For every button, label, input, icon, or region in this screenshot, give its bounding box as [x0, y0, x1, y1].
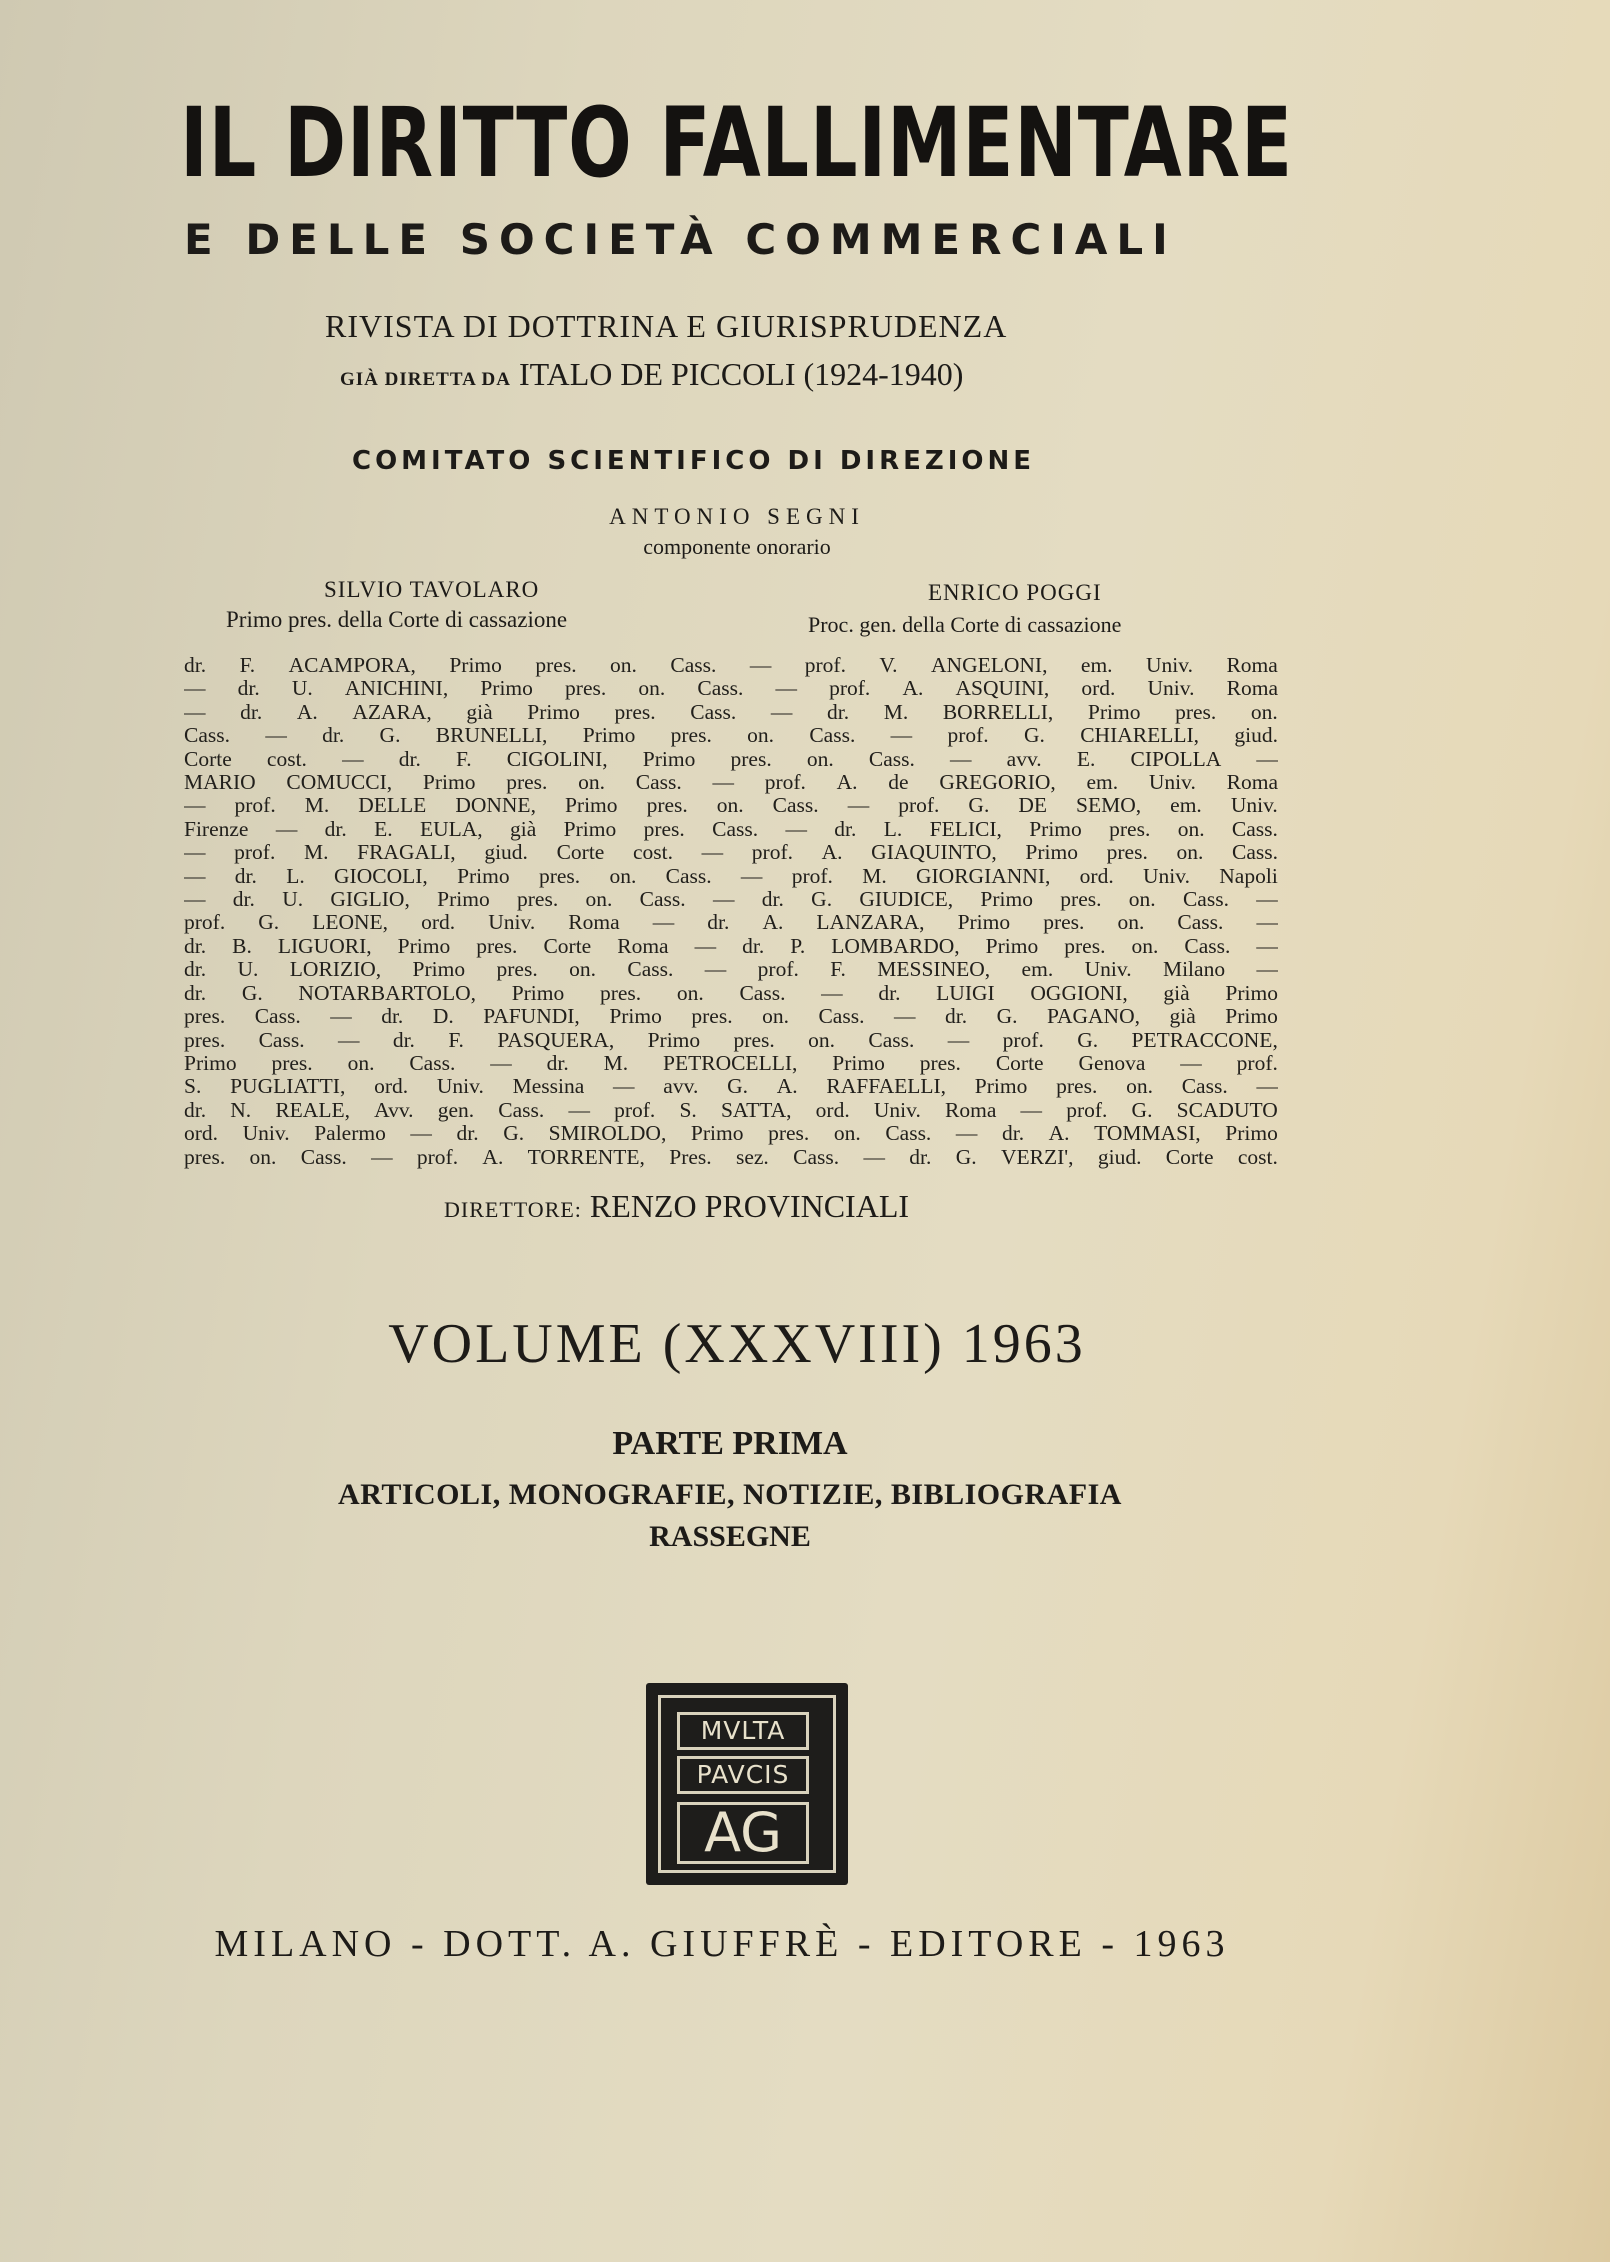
member-line: dr. F. ACAMPORA, Primo pres. on. Cass. — prof. V. ANGELONI, em. Univ. Roma	[184, 654, 1278, 677]
member-line: ord. Univ. Palermo — dr. G. SMIROLDO, Primo pres. on. Cass. — dr. A. TOMMASI, Primo	[184, 1122, 1278, 1146]
logo-monogram: AG	[677, 1802, 809, 1864]
former-editor-name: ITALO DE PICCOLI	[518, 356, 796, 392]
member-line: dr. G. NOTARBARTOLO, Primo pres. on. Cass. — dr. LUIGI OGGIONI, già Primo	[184, 981, 1278, 1005]
logo-motto-line1: MVLTA	[677, 1712, 809, 1750]
member-line: — dr. U. ANICHINI, Primo pres. on. Cass. — prof. A. ASQUINI, ord. Univ. Roma	[184, 677, 1278, 701]
member-line: — dr. A. AZARA, già Primo pres. Cass. — dr. M. BORRELLI, Primo pres. on.	[184, 700, 1278, 724]
former-editor-prefix: GIÀ DIRETTA DA	[340, 369, 511, 390]
member-line: Cass. — dr. G. BRUNELLI, Primo pres. on. Cass. — prof. G. CHIARELLI, giud.	[184, 724, 1278, 748]
member-line: MARIO COMUCCI, Primo pres. on. Cass. — prof. A. de GREGORIO, em. Univ. Roma	[184, 771, 1278, 795]
former-editor-years: (1924-1940)	[803, 356, 964, 392]
member-line: S. PUGLIATTI, ord. Univ. Messina — avv. G. A. RAFFAELLI, Primo pres. on. Cass. —	[184, 1075, 1278, 1099]
logo-frame	[658, 1695, 836, 1873]
logo-motto-line2: PAVCIS	[677, 1756, 809, 1794]
member-line: prof. G. LEONE, ord. Univ. Roma — dr. A. LANZARA, Primo pres. on. Cass. —	[184, 911, 1278, 935]
journal-subtitle: E DELLE SOCIETÀ COMMERCIALI	[184, 215, 1177, 264]
left-member-name: SILVIO TAVOLARO	[324, 577, 540, 602]
director-name: RENZO PROVINCIALI	[589, 1188, 910, 1224]
publisher-imprint: MILANO - DOTT. A. GIUFFRÈ - EDITORE - 1963	[214, 1923, 1230, 1965]
member-line: dr. U. LORIZIO, Primo pres. on. Cass. — prof. F. MESSINEO, em. Univ. Milano —	[184, 958, 1278, 982]
honorary-member-role: componente onorario	[643, 534, 831, 559]
member-line: — prof. M. DELLE DONNE, Primo pres. on. Cass. — prof. G. DE SEMO, em. Univ.	[184, 794, 1278, 818]
member-line: dr. B. LIGUORI, Primo pres. Corte Roma — dr. P. LOMBARDO, Primo pres. on. Cass. —	[184, 934, 1278, 958]
member-line: dr. N. REALE, Avv. gen. Cass. — prof. S. SATTA, ord. Univ. Roma — prof. G. SCADUTO	[184, 1098, 1278, 1122]
right-member-role: Proc. gen. della Corte di cassazione	[808, 612, 1122, 637]
member-line: Corte cost. — dr. F. CIGOLINI, Primo pres. on. Cass. — avv. E. CIPOLLA —	[184, 747, 1278, 771]
member-line: Primo pres. on. Cass. — dr. M. PETROCELLI, Primo pres. Corte Genova — prof.	[184, 1051, 1278, 1075]
member-line: — dr. U. GIGLIO, Primo pres. on. Cass. — dr. G. GIUDICE, Primo pres. on. Cass. —	[184, 888, 1278, 912]
director-line	[444, 1188, 909, 1225]
honorary-member-name: ANTONIO SEGNI	[609, 504, 865, 529]
journal-title: IL DIRITTO FALLIMENTARE	[180, 87, 1293, 199]
committee-members-list	[184, 654, 1278, 1169]
member-line: pres. Cass. — dr. D. PAFUNDI, Primo pres. on. Cass. — dr. G. PAGANO, già Primo	[184, 1005, 1278, 1029]
part-title: PARTE PRIMA	[612, 1425, 848, 1462]
committee-heading: COMITATO SCIENTIFICO DI DIREZIONE	[352, 446, 1036, 476]
member-line: pres. on. Cass. — prof. A. TORRENTE, Pres. sez. Cass. — dr. G. VERZI', giud. Corte cost.	[184, 1145, 1278, 1169]
member-line: — dr. L. GIOCOLI, Primo pres. on. Cass. — prof. M. GIORGIANNI, ord. Univ. Napoli	[184, 864, 1278, 888]
left-member-role: Primo pres. della Corte di cassazione	[226, 607, 568, 632]
publisher-logo	[646, 1683, 848, 1885]
part-contents: ARTICOLI, MONOGRAFIE, NOTIZIE, BIBLIOGRAFIA	[338, 1478, 1122, 1511]
member-line: Firenze — dr. E. EULA, già Primo pres. Cass. — dr. L. FELICI, Primo pres. on. Cass.	[184, 817, 1278, 841]
director-label: DIRETTORE:	[444, 1197, 582, 1222]
part-contents-second-line: RASSEGNE	[649, 1520, 811, 1553]
volume-title: VOLUME (XXXVIII) 1963	[388, 1313, 1086, 1375]
member-line: pres. Cass. — dr. F. PASQUERA, Primo pres. on. Cass. — prof. G. PETRACCONE,	[184, 1028, 1278, 1052]
member-line: — prof. M. FRAGALI, giud. Corte cost. — prof. A. GIAQUINTO, Primo pres. on. Cass.	[184, 841, 1278, 865]
right-member-name: ENRICO POGGI	[928, 580, 1102, 605]
journal-description: RIVISTA DI DOTTRINA E GIURISPRUDENZA	[325, 308, 1008, 344]
former-editor-line	[340, 356, 963, 393]
